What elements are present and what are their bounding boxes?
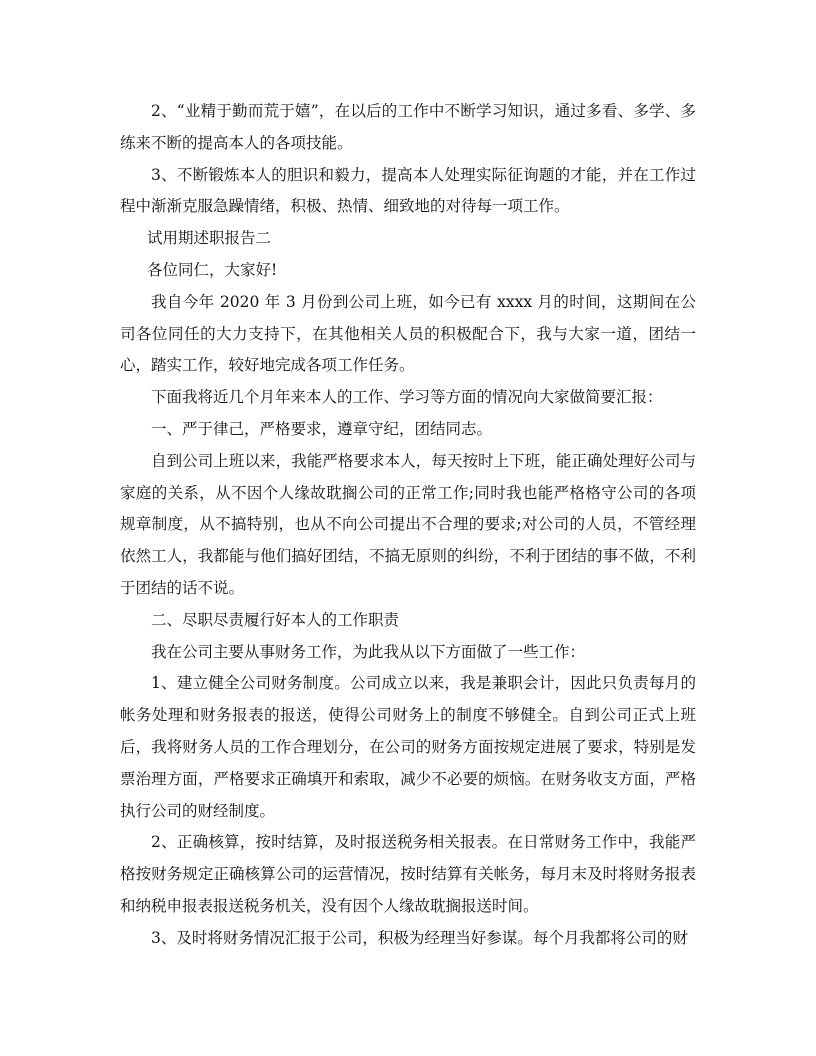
paragraph-skills: 2、“业精于勤而荒于嬉”，在以后的工作中不断学习知识，通过多看、多学、多练来不断的提高本人的各项技能。 bbox=[120, 102, 696, 152]
heading-discipline: 一、严于律己，严格要求，遵章守纪，团结同志。 bbox=[151, 419, 493, 438]
paragraph-accounting: 2、正确核算，按时结算，及时报送税务相关报表。在日常财务工作中，我能严格按财务规定正确核算公司的运营情况，按时结算有关帐务，每月末及时将财务报表和纳税申报表报送税务机关，没有因个人缘故耽搁报送时间。 bbox=[120, 833, 696, 915]
paragraph-reporting: 3、及时将财务情况汇报于公司，积极为经理当好参谋。每个月我都将公司的财 bbox=[151, 928, 688, 947]
section-title-report-two: 试用期述职报告二 bbox=[147, 229, 272, 248]
paragraph-introduction: 我自今年 2020 年 3 月份到公司上班，如今已有 xxxx 月的时间，这期间在公司各位同任的大力支持下，在其他相关人员的积极配合下，我与大家一道，团结一心，踏实工作，较好地完成各项工作任务。 bbox=[120, 292, 696, 375]
paragraph-finance-system: 1、建立健全公司财务制度。公司成立以来，我是兼职会计，因此只负责每月的帐务处理和财务报表的报送，使得公司财务上的制度不够健全。自到公司正式上班后，我将财务人员的工作合理划分，在公司的财务方面按规定进展了要求，特别是发票治理方面，严格要求正确填开和索取，减少不必要的烦恼。在财务收支方面，严格执行公司的财经制度。 bbox=[120, 674, 696, 820]
paragraph-duties-lead: 我在公司主要从事财务工作，为此我从以下方面做了一些工作： bbox=[151, 642, 586, 661]
paragraph-courage: 3、不断锻炼本人的胆识和毅力，提高本人处理实际征询题的才能，并在工作过程中渐渐克服急躁情绪，积极、热情、细致地的对待每一项工作。 bbox=[120, 165, 696, 216]
document-page bbox=[120, 96, 696, 955]
heading-duties: 二、尽职尽责履行好本人的工作职责 bbox=[151, 610, 400, 629]
paragraph-discipline: 自到公司上班以来，我能严格要求本人，每天按时上下班，能正确处理好公司与家庭的关系，从不因个人缘故耽搁公司的正常工作;同时我也能严格格守公司的各项规章制度，从不搞特别，也从不向公司提出不合理的要求;对公司的人员，不管经理依然工人，我都能与他们搞好团结，不搞无原则的纠纷，不利于团结的事不做，不利于团结的话不说。 bbox=[120, 451, 696, 597]
greeting: 各位同仁，大家好! bbox=[147, 260, 278, 279]
paragraph-summary-lead: 下面我将近几个月年来本人的工作、学习等方面的情况向大家做简要汇报： bbox=[151, 388, 663, 407]
